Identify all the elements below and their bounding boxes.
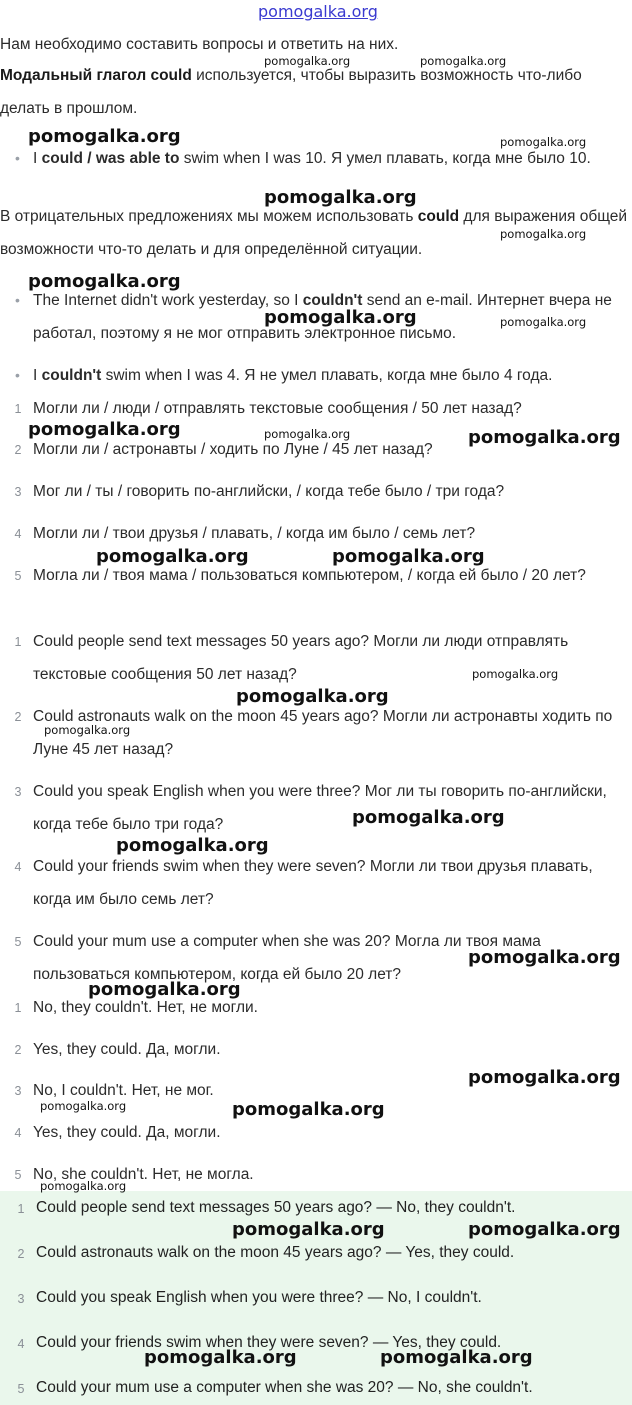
item-number: 2	[17, 1247, 25, 1261]
item-number: 5	[14, 569, 22, 583]
item-text: Could your mum use a computer when she was 20? — No, she couldn't.	[36, 1379, 533, 1396]
item-text: Could people send text messages 50 years ago? — No, they couldn't.	[36, 1199, 516, 1216]
item-number: 2	[14, 710, 22, 724]
watermark: pomogalka.org	[44, 723, 131, 737]
watermark: pomogalka.org	[468, 1067, 621, 1088]
example-text: I	[33, 150, 42, 167]
example-text: send an e-mail. Интернет вчера не работал, поэтому я не мог отправить электронное письмо.	[33, 292, 612, 342]
watermark: pomogalka.org	[28, 126, 181, 147]
watermark: pomogalka.org	[500, 227, 587, 241]
item-number: 4	[17, 1337, 25, 1351]
watermark: pomogalka.org	[332, 546, 485, 567]
item-text: No, I couldn't. Нет, не мог.	[33, 1082, 214, 1099]
item-text: Could you speak English when you were three? Мог ли ты говорить по-английски, когда тебе было три года?	[33, 783, 607, 833]
watermark: pomogalka.org	[96, 546, 249, 567]
item-text: No, she couldn't. Нет, не могла.	[33, 1166, 254, 1183]
site-link[interactable]: pomogalka.org	[258, 2, 378, 21]
item-text: Could astronauts walk on the moon 45 years ago? Могли ли астронавты ходить по Луне 45 лет назад?	[33, 708, 613, 758]
item-text: Could your friends swim when they were seven? — Yes, they could.	[36, 1334, 502, 1351]
item-text: Could astronauts walk on the moon 45 years ago? — Yes, they could.	[36, 1244, 515, 1261]
watermark: pomogalka.org	[40, 1179, 127, 1193]
item-number: 2	[14, 443, 22, 457]
item-number: 3	[17, 1292, 25, 1306]
item-text: Могли ли / люди / отправлять текстовые сообщения / 50 лет назад?	[33, 400, 522, 417]
modal-rule-rest: используется, чтобы выразить возможность что-либо делать в прошлом.	[0, 67, 582, 117]
item-text: Could you speak English when you were three? — No, I couldn't.	[36, 1289, 482, 1306]
modal-rule	[0, 59, 628, 125]
item-text: Could your friends swim when they were seven? Могли ли твои друзья плавать, когда им было семь лет?	[33, 858, 593, 908]
watermark: pomogalka.org	[236, 686, 389, 707]
watermark: pomogalka.org	[264, 427, 351, 441]
item-text: Yes, they could. Да, могли.	[33, 1124, 221, 1141]
watermark: pomogalka.org	[116, 835, 269, 856]
example-text: swim when I was 4. Я не умел плавать, когда мне было 4 года.	[101, 367, 553, 384]
item-number: 2	[14, 1043, 22, 1057]
item-number: 4	[14, 1126, 22, 1140]
item-text: No, they couldn't. Нет, не могли.	[33, 999, 258, 1016]
example-text: swim when I was 10. Я умел плавать, когда мне было 10.	[179, 150, 591, 167]
watermark: pomogalka.org	[468, 947, 621, 968]
watermark: pomogalka.org	[28, 419, 181, 440]
watermark: pomogalka.org	[352, 807, 505, 828]
example-bold: couldn't	[302, 292, 363, 309]
watermark: pomogalka.org	[28, 271, 181, 292]
watermark: pomogalka.org	[420, 54, 507, 68]
item-text: Могли ли / астронавты / ходить по Луне / 45 лет назад?	[33, 441, 433, 458]
watermark: pomogalka.org	[468, 427, 621, 448]
item-number: 1	[14, 1001, 22, 1015]
item-number: 3	[14, 485, 22, 499]
item-text: Могла ли / твоя мама / пользоваться компьютером, / когда ей было / 20 лет?	[33, 567, 586, 584]
item-number: 3	[14, 1084, 22, 1098]
watermark: pomogalka.org	[232, 1099, 385, 1120]
item-text: Мог ли / ты / говорить по-английски, / когда тебе было / три года?	[33, 483, 505, 500]
watermark: pomogalka.org	[40, 1099, 127, 1113]
bullet-icon: •	[15, 292, 20, 308]
example-text: The Internet didn't work yesterday, so I	[33, 292, 303, 309]
watermark: pomogalka.org	[468, 1219, 621, 1240]
item-number: 5	[17, 1382, 25, 1396]
watermark: pomogalka.org	[144, 1347, 297, 1368]
item-number: 5	[14, 935, 22, 949]
modal-rule-bold: Модальный глагол could	[0, 67, 192, 84]
watermark: pomogalka.org	[500, 135, 587, 149]
watermark: pomogalka.org	[472, 667, 559, 681]
item-text: Yes, they could. Да, могли.	[33, 1041, 221, 1058]
item-number: 3	[14, 785, 22, 799]
item-number: 4	[14, 527, 22, 541]
item-number: 5	[14, 1168, 22, 1182]
bullet-icon: •	[15, 150, 20, 166]
negative-rule-text: для выражения общей возможности что-то делать и для определённой ситуации.	[0, 208, 628, 258]
watermark: pomogalka.org	[264, 307, 417, 328]
negative-rule-text: В отрицательных предложениях мы можем использовать	[0, 208, 418, 225]
item-number: 4	[14, 860, 22, 874]
watermark: pomogalka.org	[264, 54, 351, 68]
watermark: pomogalka.org	[264, 187, 417, 208]
item-text: Could people send text messages 50 years ago? Могли ли люди отправлять текстовые сообщения 50 лет назад?	[33, 633, 569, 683]
watermark: pomogalka.org	[500, 315, 587, 329]
watermark: pomogalka.org	[232, 1219, 385, 1240]
example-text: I	[33, 367, 42, 384]
intro-text: Нам необходимо составить вопросы и ответить на них.	[0, 36, 399, 53]
watermark: pomogalka.org	[380, 1347, 533, 1368]
item-text: Могли ли / твои друзья / плавать, / когда им было / семь лет?	[33, 525, 476, 542]
example-bold: couldn't	[41, 367, 102, 384]
item-text: Could your mum use a computer when she was 20? Могла ли твоя мама пользоваться компьютером, когда ей было 20 лет?	[33, 933, 541, 983]
item-number: 1	[17, 1202, 25, 1216]
watermark: pomogalka.org	[88, 979, 241, 1000]
negative-rule-bold: could	[417, 208, 460, 225]
bullet-icon: •	[15, 367, 20, 383]
example-bold: could / was able to	[41, 150, 180, 167]
item-number: 1	[14, 635, 22, 649]
item-number: 1	[14, 402, 22, 416]
